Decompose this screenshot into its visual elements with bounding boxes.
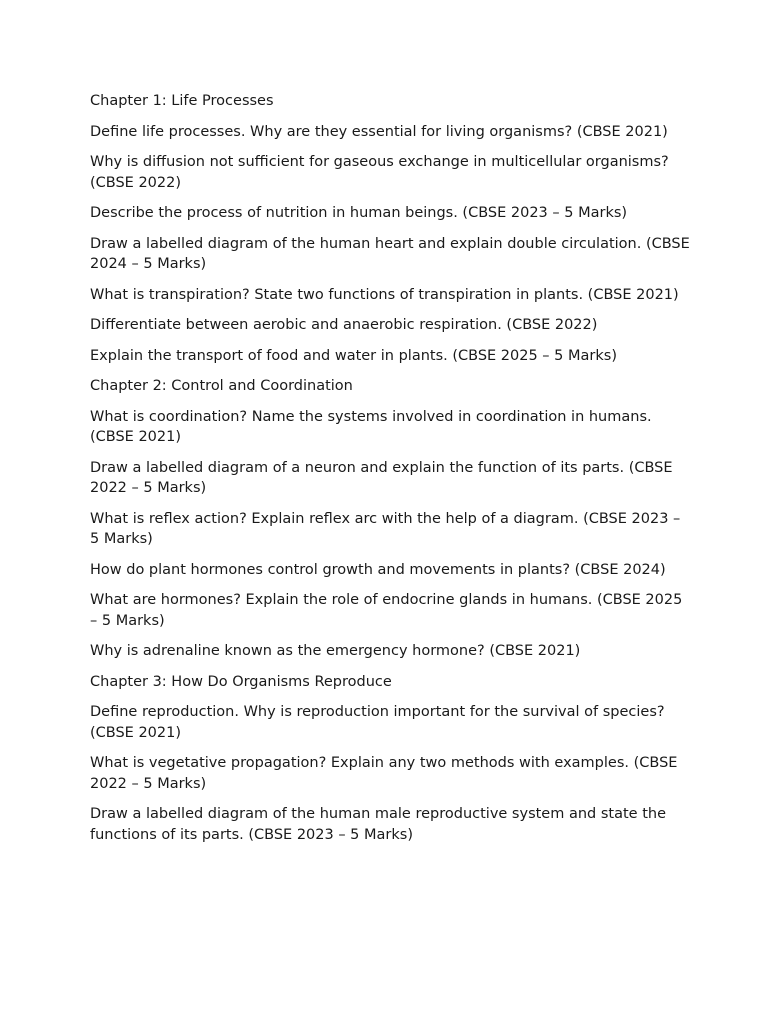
question-item: How do plant hormones control growth and movements in plants? (CBSE 2024) <box>90 561 666 578</box>
question-item: What is reflex action? Explain reflex arc with the help of a diagram. (CBSE 2023 – 5 Marks) <box>90 510 681 547</box>
question-item: What are hormones? Explain the role of endocrine glands in humans. (CBSE 2025 – 5 Marks) <box>90 592 683 629</box>
question-item: Why is adrenaline known as the emergency hormone? (CBSE 2021) <box>90 643 581 659</box>
chapter-2-heading: Chapter 2: Control and Coordination <box>90 378 353 394</box>
question-item: Define life processes. Why are they essential for living organisms? (CBSE 2021) <box>90 123 668 140</box>
question-item: What is transpiration? State two functions of transpiration in plants. (CBSE 2021) <box>90 286 679 303</box>
chapter-3-heading: Chapter 3: How Do Organisms Reproduce <box>90 673 392 690</box>
question-item: Draw a labelled diagram of the human heart and explain double circulation. (CBSE 2024 – 5 Marks) <box>90 235 690 272</box>
question-item: What is coordination? Name the systems involved in coordination in humans. (CBSE 2021) <box>90 408 652 445</box>
question-item: What is vegetative propagation? Explain any two methods with examples. (CBSE 2022 – 5 Marks) <box>90 755 678 792</box>
chapter-1-heading: Chapter 1: Life Processes <box>90 93 274 109</box>
question-item: Define reproduction. Why is reproduction important for the survival of species? (CBSE 2021) <box>90 704 665 741</box>
question-item: Describe the process of nutrition in human beings. (CBSE 2023 – 5 Marks) <box>90 205 628 221</box>
question-item: Explain the transport of food and water in plants. (CBSE 2025 – 5 Marks) <box>90 347 617 364</box>
question-item: Draw a labelled diagram of the human male reproductive system and state the functions of its parts. (CBSE 2023 – 5 Marks) <box>90 806 666 843</box>
document-page <box>90 91 690 855</box>
question-item: Draw a labelled diagram of a neuron and explain the function of its parts. (CBSE 2022 – 5 Marks) <box>90 459 673 496</box>
question-item: Differentiate between aerobic and anaerobic respiration. (CBSE 2022) <box>90 317 598 333</box>
question-item: Why is diffusion not sufficient for gaseous exchange in multicellular organisms? (CBSE 2022) <box>90 154 669 191</box>
